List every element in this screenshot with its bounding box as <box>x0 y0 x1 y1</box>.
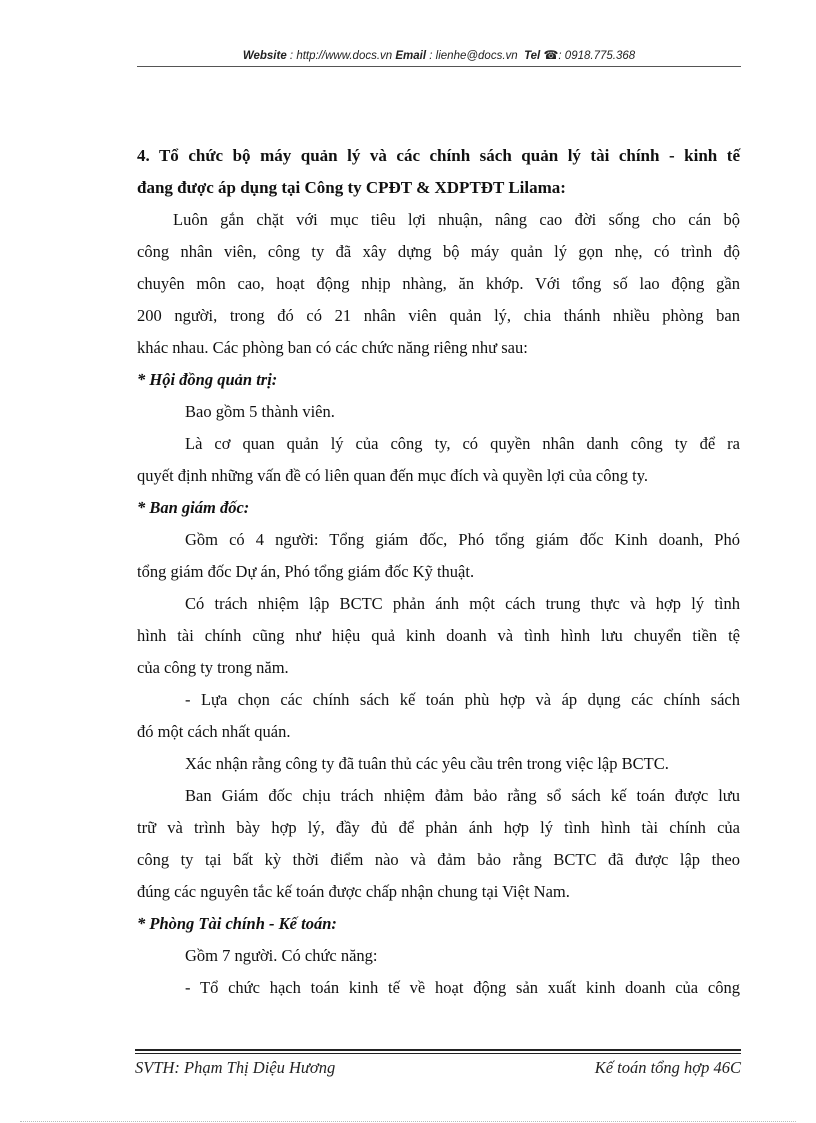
section-title <box>137 140 740 204</box>
phone-icon: ☎ <box>543 48 559 62</box>
email-separator: : <box>426 50 436 62</box>
paragraph-line: công ty tại bất kỳ thời điểm nào và đảm bảo rằng BCTC đã được lập theo <box>137 850 740 869</box>
footer-course: Kế toán tổng hợp 46C <box>594 1058 741 1077</box>
paragraph-line: quyết định những vấn đề có liên quan đến mục đích và quyền lợi của công ty. <box>137 466 649 485</box>
paragraph-line: chuyên môn cao, hoạt động nhịp nhàng, ăn khớp. Với tổng số lao động gần <box>137 274 740 293</box>
footer-author: SVTH: Phạm Thị Diệu Hương <box>135 1058 336 1077</box>
email-label: Email <box>395 50 427 62</box>
directors-heading: * Ban giám đốc: <box>137 498 250 517</box>
page-footer <box>135 1055 741 1081</box>
paragraph-line: Gồm có 4 người: Tổng giám đốc, Phó tổng giám đốc Kinh doanh, Phó <box>185 530 740 549</box>
page-edge <box>20 1121 796 1122</box>
paragraph-line: đó một cách nhất quán. <box>137 722 291 741</box>
paragraph-line: - Lựa chọn các chính sách kế toán phù hợp và áp dụng các chính sách <box>185 690 740 709</box>
directors-policy-paragraph <box>137 684 740 748</box>
paragraph-line: 200 người, trong đó có 21 nhân viên quản lý, chia thánh nhiều phòng ban <box>137 306 740 325</box>
finance-members: Gồm 7 người. Có chức năng: <box>185 946 378 965</box>
website-link[interactable]: http://www.docs.vn <box>296 50 393 62</box>
paragraph-line: - Tổ chức hạch toán kinh tế về hoạt động sản xuất kinh doanh của công <box>185 978 740 997</box>
directors-confirm-paragraph: Xác nhận rằng công ty đã tuân thủ các yêu cầu trên trong việc lập BCTC. <box>185 754 669 773</box>
board-role-paragraph <box>137 428 740 492</box>
board-members: Bao gồm 5 thành viên. <box>185 402 335 421</box>
section-title-line: đang được áp dụng tại Công ty CPĐT & XDPTĐT Lilama: <box>137 178 566 197</box>
finance-duty-paragraph <box>137 972 740 1004</box>
paragraph-line: hình tài chính cũng như hiệu quả kinh doanh và tình hình lưu chuyển tiền tệ <box>137 626 740 645</box>
tel-label: Tel <box>524 50 541 62</box>
paragraph-line: Có trách nhiệm lập BCTC phản ánh một cách trung thực và hợp lý tình <box>185 594 740 613</box>
paragraph-line: khác nhau. Các phòng ban có các chức năng riêng như sau: <box>137 338 528 357</box>
website-label: Website <box>242 50 287 62</box>
paragraph-line: Ban Giám đốc chịu trách nhiệm đảm bảo rằng sổ sách kế toán được lưu <box>185 786 740 805</box>
section-title-line: 4. Tổ chức bộ máy quản lý và các chính sách quản lý tài chính - kinh tế <box>137 146 740 165</box>
website-separator: : <box>286 50 297 62</box>
directors-books-paragraph <box>137 780 740 908</box>
board-heading: * Hội đồng quản trị: <box>137 370 278 389</box>
header-rule <box>137 66 741 67</box>
paragraph-line: Là cơ quan quản lý của công ty, có quyền nhân danh công ty để ra <box>185 434 740 453</box>
directors-responsibility-paragraph <box>137 588 740 684</box>
footer-rule <box>135 1049 741 1051</box>
paragraph-line: tổng giám đốc Dự án, Phó tổng giám đốc Kỹ thuật. <box>137 562 475 581</box>
paragraph-line: Luôn gắn chặt với mục tiêu lợi nhuận, nâng cao đời sống cho cán bộ <box>173 210 740 229</box>
page-header <box>137 44 741 66</box>
footer-rule <box>135 1053 741 1054</box>
finance-heading: * Phòng Tài chính - Kế toán: <box>137 914 337 933</box>
paragraph-line: của công ty trong năm. <box>137 658 289 677</box>
intro-paragraph <box>137 204 740 364</box>
paragraph-line: công nhân viên, công ty đã xây dựng bộ máy quản lý gọn nhẹ, có trình độ <box>137 242 740 261</box>
paragraph-line: đúng các nguyên tắc kế toán được chấp nhận chung tại Việt Nam. <box>137 882 570 901</box>
tel-value: : 0918.775.368 <box>558 50 636 62</box>
email-link[interactable]: lienhe@docs.vn <box>435 50 518 62</box>
directors-members-paragraph <box>137 524 740 588</box>
document-body <box>137 140 740 1004</box>
paragraph-line: trữ và trình bày hợp lý, đầy đủ để phản ánh hợp lý tình hình tài chính của <box>137 818 740 837</box>
